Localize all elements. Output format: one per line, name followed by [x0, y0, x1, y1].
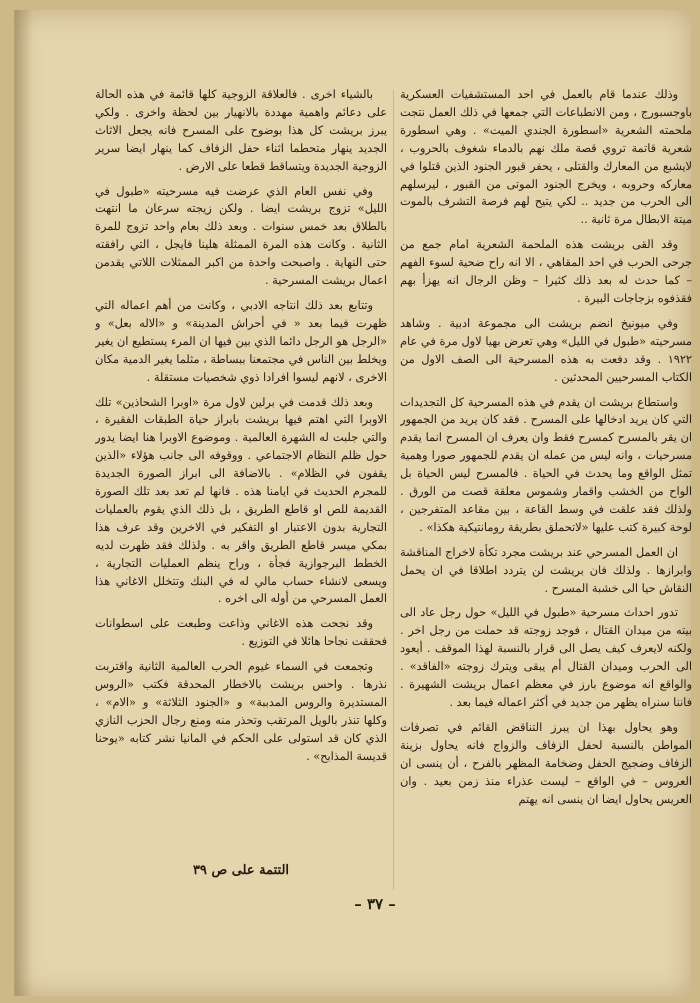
- paragraph: بالشياء اخرى . فالعلاقة الزوجية كلها قائمة في هذه الحالة على دعائم واهمية مهددة بالانهيار بين لحظة واخرى . ولكي يبرز بريشت كل هذا بوضوح على المسرح فانه يجعل الاثاث الجديد ينهار متحطما اثناء حفل الزفاف كما ينهار ايضا سرير الزوجية الجديدة ويتساقط قطعا على الارض .: [95, 88, 387, 173]
- paragraph: وتجمعت في السماء غيوم الحرب العالمية الثانية واقتربت نذرها . واحس بريشت بالاخطار المحدقة فكتب «الروس المستديرة والروس المدببة» و «الجنود الثلاثة» و «الام» ، وكلها تنذر بالويل المرتقب وتحذر منه ومنع رجال الحزب النازي الذي كان قد استولى على الحكم في المانيا نشر كتابه «يوحنا قديسة المذابح» .: [95, 660, 387, 763]
- paragraph: ان العمل المسرحي عند بريشت مجرد تكأة لاخراج المناقشة وابرازها . ولذلك فان بريشت لن يتردد اطلاقا في ان يحمل النقاش حيا الى خشبة المسرح .: [400, 545, 692, 595]
- paragraph: وتتابع بعد ذلك انتاجه الادبي ، وكانت من أهم اعماله التي ظهرت فيما بعد « في أحراش المدينة» و «الاله بعل» و «الرجل هو الرجل دائما الذي بين فيها ان المرء يستطيع ان يغير ويخلط بين الناس في مجتمعنا ببساطة ، مثلما يغير الدمية مكان الاخرى ، لانهم ليسوا افرادا ذوي شخصيات مستقلة .: [95, 298, 387, 384]
- paragraph: وهو يحاول بهذا ان يبرز التناقض القائم في تصرفات المواطن بالنسبة لحفل الزفاف والزواج فانه يحاول بزينة الزفاف وضجيج الحفل وضخامة المظهر بالفرح ، أن ينسى ان العروس – في الواقع – ليست عذراء منذ زمن بعيد . وان العريس يحاول ايضا ان ينسى انه يهتم: [400, 720, 692, 806]
- paragraph: وقد نجحت هذه الاغاني وذاعت وطبعت على اسطوانات فحققت نجاحا هائلا في التوزيع .: [95, 617, 387, 649]
- paragraph: وبعد ذلك قدمت في برلين لاول مرة «اوبرا الشحاذين» تلك الاوبرا التي اهتم فيها بريشت بابراز حياة الطبقات الفقيرة ، والتي جلبت له الشهرة العالمية . وموضوع الاوبرا هنا ايضا يدور حول ظلم النظام الاجتماعي . ووقوفه الى جانب هؤلاء «الذين يقفون في الظلام» . بالاضافة الى ابراز الصورة الجديدة للمجرم الحديث في ايامنا هذه . فانها لم تعد بعد تلك الصورة القديمة للص او قاطع الطريق ، بل ذلك الذي يقوم بالعمليات التجارية بدون الاعتبار او التفكير في الاخرين وقد عرف هذا بمكي ميسر قاطع الطريق واقر به . ولذلك فقد ظهرت لديه الخطط البرجوازية فجأة ، وراح ينظم العمليات التجارية ، ويسعى لانشاء حساب مالي له في البنك وتتخلل الاغاني هذا العمل المسرحي من أوله الى اخره .: [95, 395, 387, 606]
- article-column-left: [95, 86, 387, 886]
- magazine-page: [14, 10, 691, 996]
- paragraph: تدور احداث مسرحية «طبول في الليل» حول رجل عاد الى بيته من ميدان القتال ، فوجد زوجته قد حملت من رجل اخر . ولكنه لايعرف كيف يصل الى قرار بالنسبة لهذا الموقف . أيعود الى الحرب وميدان القتال أم يبقى ويترك زوجته «الفاقد» . والواقع انه موضوع بارز في معظم اعمال بريشت الشهيرة . فاننا سنراه يظهر من جديد في أكثر اعماله فيما بعد .: [400, 606, 692, 709]
- article-column-right: [400, 86, 692, 958]
- column-divider: [393, 90, 394, 890]
- binding-shadow: [15, 10, 33, 996]
- paragraph: وفي نفس العام الذي عرضت فيه مسرحيته «طبول في الليل» تزوج بريشت ايضا . ولكن زيجته سرعان ما انتهت بالطلاق بعد خمس سنوات . وبعد ذلك بعام واحد تزوج للمرة الثانية . وكانت هذه المرة الممثلة هلينا فايجل ، التي رافقته حتى النهاية . واصبحت واحدة من اكبر الممثلات اللاتي يقدمن اعمال بريشت المسرحية .: [95, 184, 387, 288]
- page-number: – ٣٧ –: [354, 895, 396, 913]
- paragraph: واستطاع بريشت ان يقدم في هذه المسرحية كل التجديدات التي كان يريد ادخالها على المسرح . فقد كان يريد من الجمهور ان يقر بالمسرح كمسرح فقط وان يعرف ان المسرح انما يقدم مسرحيات ، وانه ليس من عمله ان يقدم للجمهور صورا وهمية تمثل الواقع وما يحدث في الحياة . فالمسرح ليس الحياة بل الواح من الخشب واقمار وشموس معلقة قصت من الورق . ولذلك فقد علقت في وسط القاعة ، بين مقاعد المتفرجين ، لوحة كبيرة كتب عليها «لاتحملق بطريقة رومانتيكية هكذا» .: [400, 395, 692, 534]
- continued-on-note: التتمة على ص ٣٩: [192, 863, 290, 878]
- paragraph: وقد القى بريشت هذه الملحمة الشعرية امام جمع من جرحى الحرب في احد المقاهي ، الا انه راح ضحية لسوء الفهم – كما حدث له بعد ذلك كثيرا – وظن الرجال انه يهزأ بهم فقذفوه بزجاجات البيرة .: [400, 238, 692, 305]
- paragraph: وفي ميونيخ انضم بريشت الى مجموعة ادبية . وشاهد مسرحيته «طبول في الليل» وهي تعرض بهيا لاول مرة في عام ١٩٢٢ . وقد دفعت به هذه المسرحية الى الصف الاول من الكتاب المسرحيين المحدثين .: [400, 316, 692, 384]
- paragraph: وذلك عندما قام بالعمل في احد المستشفيات العسكرية باوجسبورج ، ومن الانطباعات التي جمعها في ذلك العمل نتجت ملحمته الشعرية «اسطورة الجندي الميت» . وهي اسطورة شعرية قاتمة تروي قصة ملك نهم بالدماء شغوف بالحروب ، لايشبع من المعارك والقتلى ، يحفر قبور الجنود الذين قتلوا في معاركه وحروبه ، ويخرج الجنود الموتى من القبور ، ليرسلهم الى الحرب من جديد .. لكي يتيح لهم فرصة التشرف بالموت ميتة الابطال مرة ثانية ..: [400, 88, 692, 227]
